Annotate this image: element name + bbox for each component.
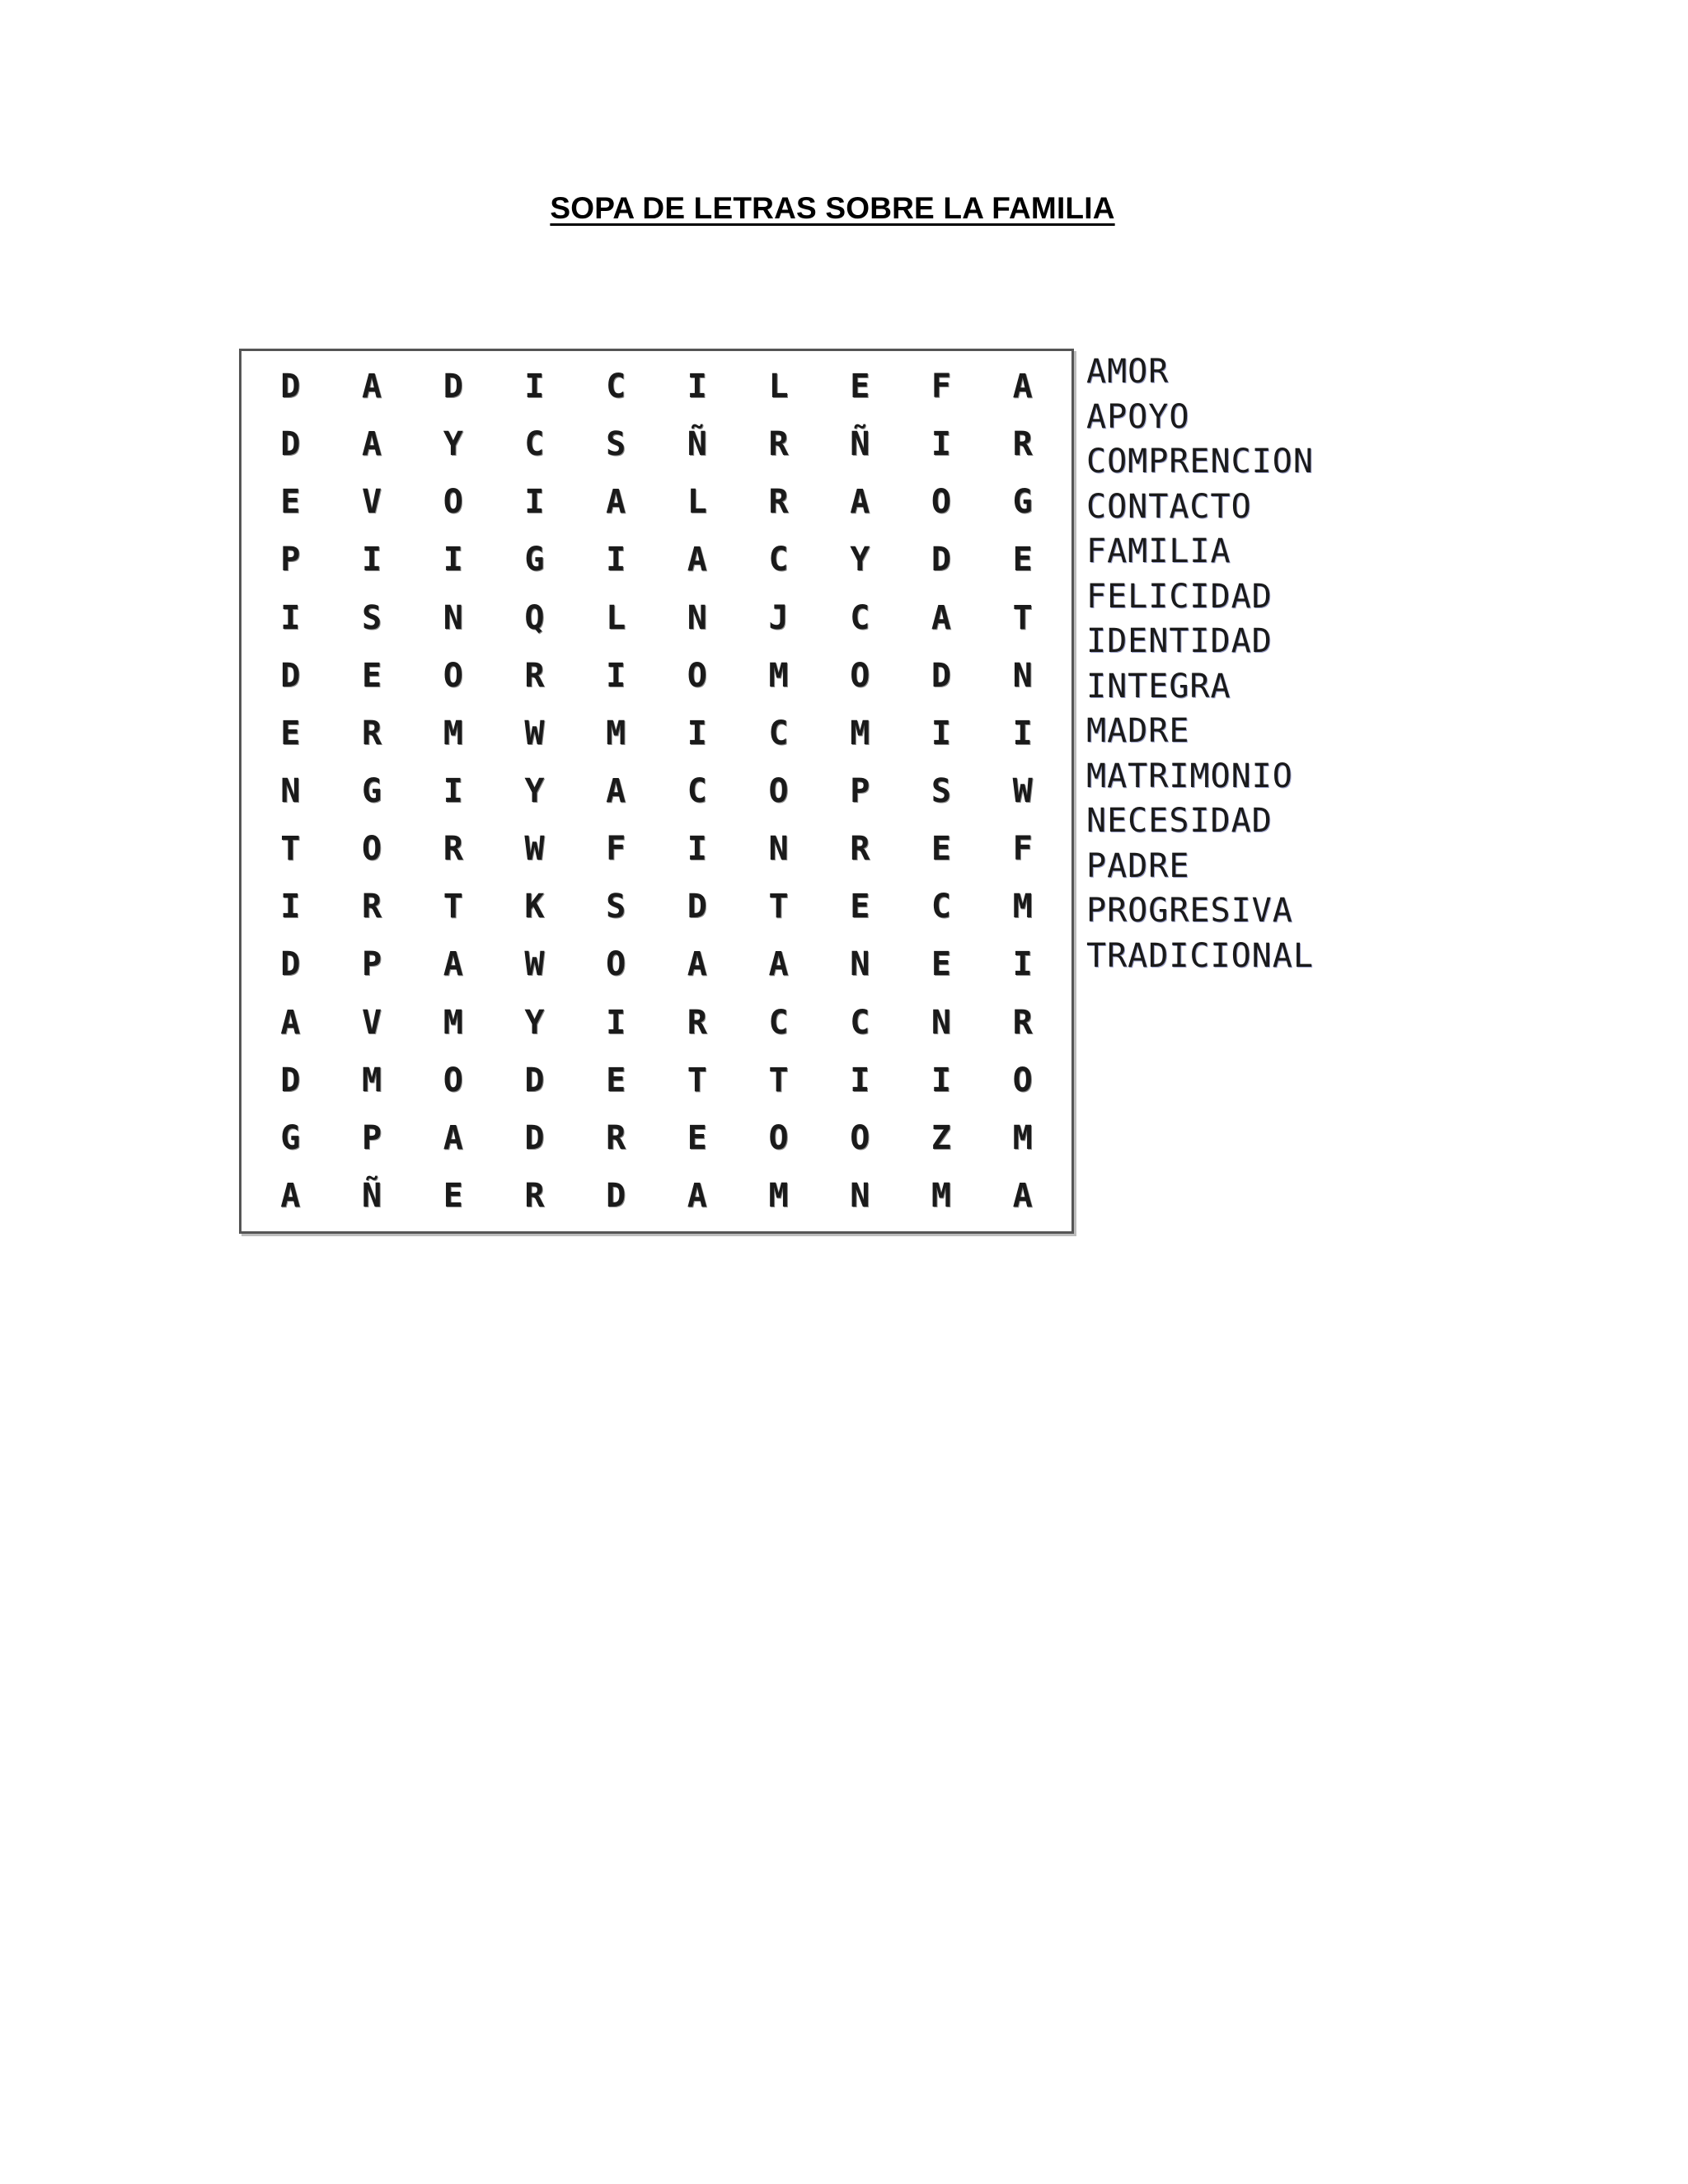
grid-cell: K [524, 888, 545, 926]
grid-cell: M [606, 714, 626, 752]
grid-cell: I [361, 541, 382, 579]
grid-cell: D [687, 888, 707, 926]
grid-cell: D [280, 656, 301, 695]
grid-cell: T [768, 1061, 789, 1099]
grid-cell: E [606, 1061, 626, 1099]
grid-cell: C [850, 1003, 870, 1042]
grid-cell: T [443, 888, 463, 926]
grid-cell: Y [524, 1003, 545, 1042]
grid-cell: L [768, 368, 789, 406]
grid-cell: P [850, 771, 870, 810]
grid-cell: I [524, 368, 545, 406]
grid-cell: C [687, 771, 707, 810]
grid-cell: I [280, 888, 301, 926]
grid-cell: C [768, 714, 789, 752]
word-list-item: FAMILIA [1086, 532, 1231, 570]
grid-cell: M [443, 714, 463, 752]
grid-cell: Ñ [850, 425, 870, 464]
grid-cell: D [280, 368, 301, 406]
grid-cell: A [280, 1003, 301, 1042]
grid-cell: O [768, 1118, 789, 1157]
word-list-item: NECESIDAD [1086, 802, 1273, 840]
grid-cell: M [1012, 888, 1033, 926]
grid-cell: S [931, 771, 951, 810]
grid-cell: N [768, 830, 789, 869]
grid-cell: W [1012, 771, 1033, 810]
grid-cell: R [687, 1003, 707, 1042]
grid-cell: A [1012, 1176, 1033, 1215]
grid-cell: M [1012, 1118, 1033, 1157]
grid-cell: I [687, 830, 707, 869]
word-list-item: FELICIDAD [1086, 577, 1273, 616]
grid-cell: Ñ [361, 1176, 382, 1215]
grid-cell: O [850, 1118, 870, 1157]
grid-cell: G [280, 1118, 301, 1157]
grid-cell: Q [524, 598, 545, 637]
grid-cell: S [606, 425, 626, 464]
grid-cell: V [361, 483, 382, 522]
grid-cell: E [850, 368, 870, 406]
grid-cell: Ñ [687, 425, 707, 464]
grid-cell: G [361, 771, 382, 810]
grid-cell: D [280, 425, 301, 464]
grid-cell: A [687, 945, 707, 984]
grid-cell: N [1012, 656, 1033, 695]
grid-cell: I [606, 656, 626, 695]
grid-cell: M [850, 714, 870, 752]
grid-cell: I [931, 1061, 951, 1099]
grid-cell: A [361, 368, 382, 406]
grid-cell: R [1012, 425, 1033, 464]
grid-cell: Y [850, 541, 870, 579]
grid-cell: I [524, 483, 545, 522]
word-list-item: PADRE [1086, 846, 1190, 885]
grid-cell: T [280, 830, 301, 869]
grid-cell: R [1012, 1003, 1033, 1042]
grid-cell: N [931, 1003, 951, 1042]
grid-cell: C [524, 425, 545, 464]
grid-cell: R [361, 714, 382, 752]
grid-cell: W [524, 945, 545, 984]
grid-cell: S [606, 888, 626, 926]
grid-cell: C [606, 368, 626, 406]
grid-cell: E [1012, 541, 1033, 579]
grid-cell: R [606, 1118, 626, 1157]
grid-cell: I [1012, 945, 1033, 984]
grid-cell: F [1012, 830, 1033, 869]
grid-cell: M [768, 1176, 789, 1215]
grid-cell: I [443, 541, 463, 579]
grid-cell: C [850, 598, 870, 637]
word-list-item: AMOR [1086, 353, 1170, 391]
grid-cell: A [931, 598, 951, 637]
grid-cell: O [443, 656, 463, 695]
grid-cell: R [768, 425, 789, 464]
grid-cell: E [931, 945, 951, 984]
grid-cell: N [850, 1176, 870, 1215]
grid-cell: D [280, 1061, 301, 1099]
grid-cell: A [443, 1118, 463, 1157]
page-title: SOPA DE LETRAS SOBRE LA FAMILIA [550, 191, 1115, 225]
grid-cell: G [524, 541, 545, 579]
grid-cell: O [1012, 1061, 1033, 1099]
grid-cell: D [524, 1061, 545, 1099]
grid-cell: E [850, 888, 870, 926]
grid-cell: E [280, 714, 301, 752]
grid-cell: M [931, 1176, 951, 1215]
grid-cell: I [443, 771, 463, 810]
grid-cell: W [524, 714, 545, 752]
grid-cell: A [687, 1176, 707, 1215]
grid-cell: M [443, 1003, 463, 1042]
grid-cell: I [280, 598, 301, 637]
grid-cell: T [1012, 598, 1033, 637]
grid-cell: D [280, 945, 301, 984]
grid-cell: I [606, 541, 626, 579]
grid-cell: R [443, 830, 463, 869]
grid-cell: R [524, 1176, 545, 1215]
grid-cell: S [361, 598, 382, 637]
grid-cell: C [768, 541, 789, 579]
grid-cell: E [687, 1118, 707, 1157]
grid-cell: Z [931, 1118, 951, 1157]
grid-cell: A [1012, 368, 1033, 406]
grid-cell: N [280, 771, 301, 810]
grid-cell: P [361, 1118, 382, 1157]
grid-cell: A [361, 425, 382, 464]
grid-cell: R [850, 830, 870, 869]
grid-cell: I [687, 368, 707, 406]
grid-cell: A [606, 771, 626, 810]
grid-cell: I [1012, 714, 1033, 752]
grid-cell: T [687, 1061, 707, 1099]
grid-cell: O [687, 656, 707, 695]
grid-cell: E [931, 830, 951, 869]
grid-cell: C [931, 888, 951, 926]
grid-cell: D [931, 656, 951, 695]
word-list-item: PROGRESIVA [1086, 892, 1293, 930]
grid-cell: O [443, 1061, 463, 1099]
grid-cell: E [361, 656, 382, 695]
grid-cell: O [443, 483, 463, 522]
grid-cell: R [361, 888, 382, 926]
grid-cell: P [280, 541, 301, 579]
word-list-item: CONTACTO [1086, 487, 1252, 526]
grid-cell: A [280, 1176, 301, 1215]
grid-cell: O [850, 656, 870, 695]
grid-cell: I [850, 1061, 870, 1099]
grid-cell: O [606, 945, 626, 984]
grid-cell: Y [524, 771, 545, 810]
word-list-item: COMPRENCION [1086, 443, 1314, 480]
grid-cell: W [524, 830, 545, 869]
grid-cell: L [606, 598, 626, 637]
word-list-item: TRADICIONAL [1086, 936, 1314, 975]
grid-cell: I [606, 1003, 626, 1042]
grid-cell: N [687, 598, 707, 637]
grid-cell: F [931, 368, 951, 406]
word-list-item: IDENTIDAD [1086, 622, 1273, 660]
grid-cell: D [524, 1118, 545, 1157]
grid-cell: C [768, 1003, 789, 1042]
grid-cell: O [361, 830, 382, 869]
grid-cell: F [606, 830, 626, 869]
grid-cell: O [768, 771, 789, 810]
grid-cell: D [443, 368, 463, 406]
grid-cell: A [606, 483, 626, 522]
grid-cell: A [850, 483, 870, 522]
grid-cell: N [850, 945, 870, 984]
grid-cell: M [361, 1061, 382, 1099]
word-list-item: MADRE [1086, 712, 1190, 750]
grid-cell: D [606, 1176, 626, 1215]
grid-cell: O [931, 483, 951, 522]
grid-cell: E [280, 483, 301, 522]
word-search-grid [239, 349, 1074, 1234]
grid-cell: P [361, 945, 382, 984]
grid-cell: A [443, 945, 463, 984]
grid-cell: N [443, 598, 463, 637]
grid-cell: E [443, 1176, 463, 1215]
grid-cell: J [768, 598, 789, 637]
grid-cell: I [931, 714, 951, 752]
grid-cell: R [768, 483, 789, 522]
word-list-item: APOYO [1086, 397, 1190, 436]
grid-cell: L [687, 483, 707, 522]
grid-cell: A [768, 945, 789, 984]
grid-cell: R [524, 656, 545, 695]
grid-cell: M [768, 656, 789, 695]
word-list-item: MATRIMONIO [1086, 757, 1293, 795]
grid-cell: I [687, 714, 707, 752]
word-list-item: INTEGRA [1086, 667, 1231, 705]
grid-cell: G [1012, 483, 1033, 522]
grid-cell: T [768, 888, 789, 926]
grid-cell: A [687, 541, 707, 579]
grid-cell: Y [443, 425, 463, 464]
grid-cell: I [931, 425, 951, 464]
word-list [1086, 349, 1314, 978]
grid-cell: D [931, 541, 951, 579]
grid-cell: V [361, 1003, 382, 1042]
